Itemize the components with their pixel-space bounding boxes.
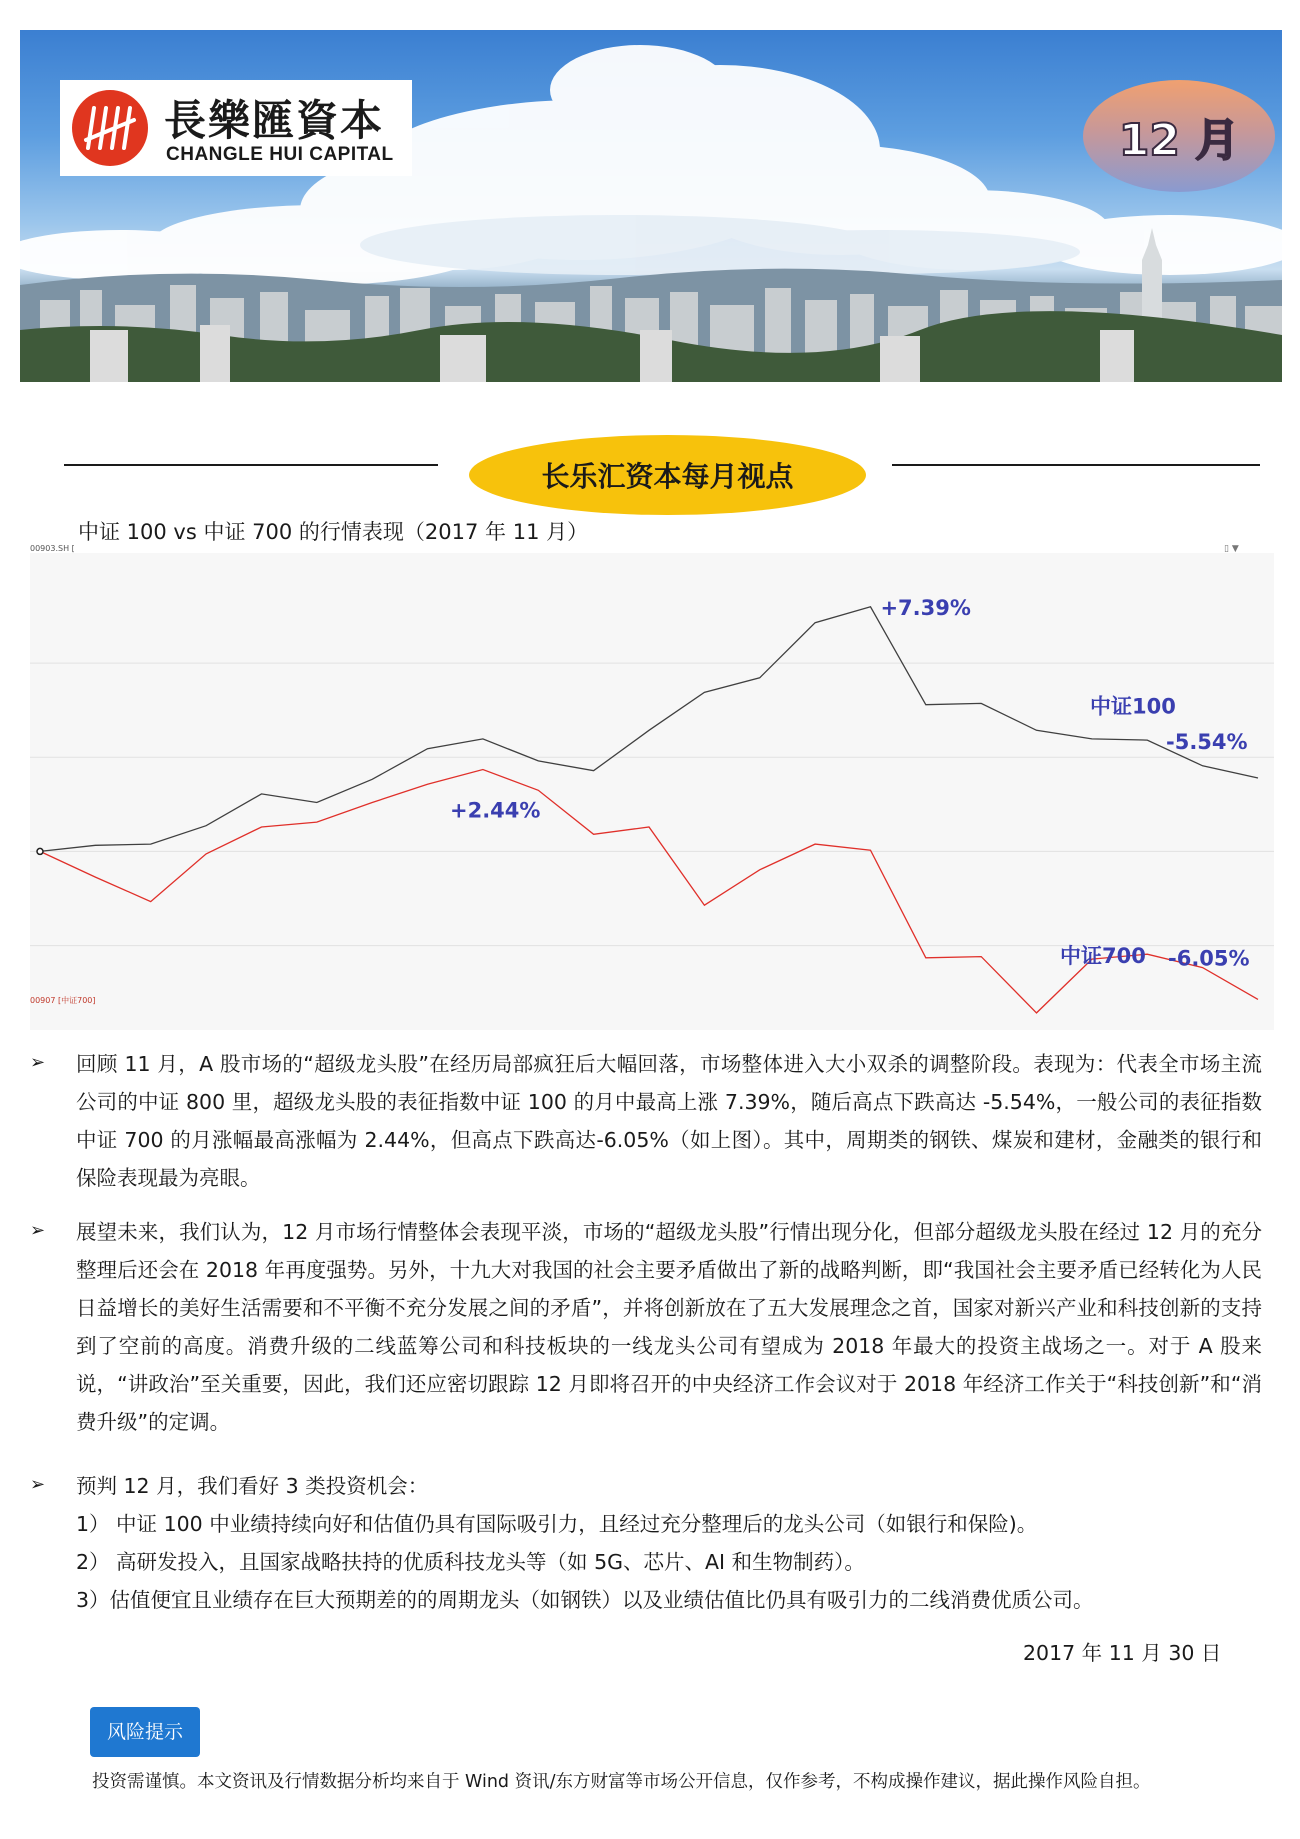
chart-corner-label-top-left: 00903.SH [: [30, 545, 75, 553]
logo-mark-glyph: [72, 90, 148, 166]
bullet-arrow-icon: ➢: [30, 1474, 46, 1495]
chart-canvas: [30, 545, 1274, 1030]
opportunity-item-3: 3）估值便宜且业绩存在巨大预期差的的周期龙头（如钢铁）以及业绩估值比仍具有吸引力的二线消费优质公司。: [76, 1588, 1094, 1612]
chart-corner-controls[interactable]: ▯ ▼: [1224, 545, 1239, 554]
section-title-pill: [469, 435, 866, 515]
opportunity-item-1: 1） 中证 100 中业绩持续向好和估值仍具有国际吸引力，且经过充分整理后的龙头公司（如银行和保险)。: [76, 1512, 1038, 1536]
chart-corner-label-bottom-left: 00907 [中证700]: [30, 996, 96, 1005]
logo-name-english: CHANGLE HUI CAPITAL: [166, 144, 394, 165]
chart-caption: 中证 100 vs 中证 700 的行情表现（2017 年 11 月）: [78, 520, 589, 544]
opportunity-item-2: 2） 高研发投入，且国家战略扶持的优质科技龙头等（如 5G、芯片、AI 和生物制药）。: [76, 1550, 865, 1574]
chart-start-marker-layer: [37, 848, 43, 854]
risk-notice-button[interactable]: 风险提示: [90, 1707, 200, 1757]
annotation-csi700-drop: -6.05%: [1168, 946, 1250, 971]
section-title: 长乐汇资本每月视点: [541, 460, 794, 493]
risk-disclaimer: 投资需谨慎。本文资讯及行情数据分析均来自于 Wind 资讯/东方财富等市场公开信息，仅作参考，不构成操作建议，据此操作风险自担。: [92, 1772, 1151, 1792]
report-date: 2017 年 11 月 30 日: [1023, 1641, 1222, 1665]
annotation-csi700-name: 中证700: [1060, 944, 1146, 969]
month-badge: [1083, 80, 1275, 192]
changle-logo-mark-icon: [72, 90, 148, 166]
company-logo: [60, 80, 412, 176]
annotation-csi700-peak: +2.44%: [450, 798, 541, 823]
paragraph-review: 回顾 11 月，A 股市场的“超级龙头股”在经历局部疯狂后大幅回落，市场整体进入大小双杀的调整阶段。表现为：代表全市场主流公司的中证 800 里，超级龙头股的表征指数中证 100 的月中最高上涨 7.39%，随后高点下跌高达 -5.54%，一般公司的表征指数中证 700 的月涨幅最高涨幅为 2.44%，但高点下跌高达-6.05%（如上图）。其中，周期类的钢铁、煤炭和建材，金融类的银行和保险表现最为亮眼。: [76, 1052, 1262, 1190]
index-comparison-chart: [30, 545, 1274, 1030]
header-banner: [20, 30, 1282, 382]
month-label: 12 月: [1118, 115, 1240, 166]
annotation-csi100-name: 中证100: [1090, 694, 1176, 719]
logo-name-chinese: 長樂匯資本: [164, 96, 385, 145]
annotation-csi100-peak: +7.39%: [880, 595, 971, 620]
paragraph-outlook: 展望未来，我们认为，12 月市场行情整体会表现平淡，市场的“超级龙头股”行情出现分化，但部分超级龙头股在经过 12 月的充分整理后还会在 2018 年再度强势。另外，十九大对我国的社会主要矛盾做出了新的战略判断，即“我国社会主要矛盾已经转化为人民日益增长的美好生活需要和不平衡不充分发展之间的矛盾”，并将创新放在了五大发展理念之首，国家对新兴产业和科技创新的支持到了空前的高度。消费升级的二线蓝筹公司和科技板块的一线龙头公司有望成为 2018 年最大的投资主战场之一。对于 A 股来说，“讲政治”至关重要，因此，我们还应密切跟踪 12 月即将召开的中央经济工作会议对于 2018 年经济工作关于“科技创新”和“消费升级”的定调。: [76, 1220, 1262, 1434]
annotation-csi100-drop: -5.54%: [1166, 730, 1248, 755]
section-divider-right: [892, 464, 1260, 466]
section-divider-left: [64, 464, 438, 466]
series-start-point: [37, 848, 43, 854]
bullet-arrow-icon: ➢: [30, 1220, 46, 1241]
bullet-arrow-icon: ➢: [30, 1052, 46, 1073]
paragraph-forecast: 预判 12 月，我们看好 3 类投资机会：: [76, 1474, 429, 1498]
